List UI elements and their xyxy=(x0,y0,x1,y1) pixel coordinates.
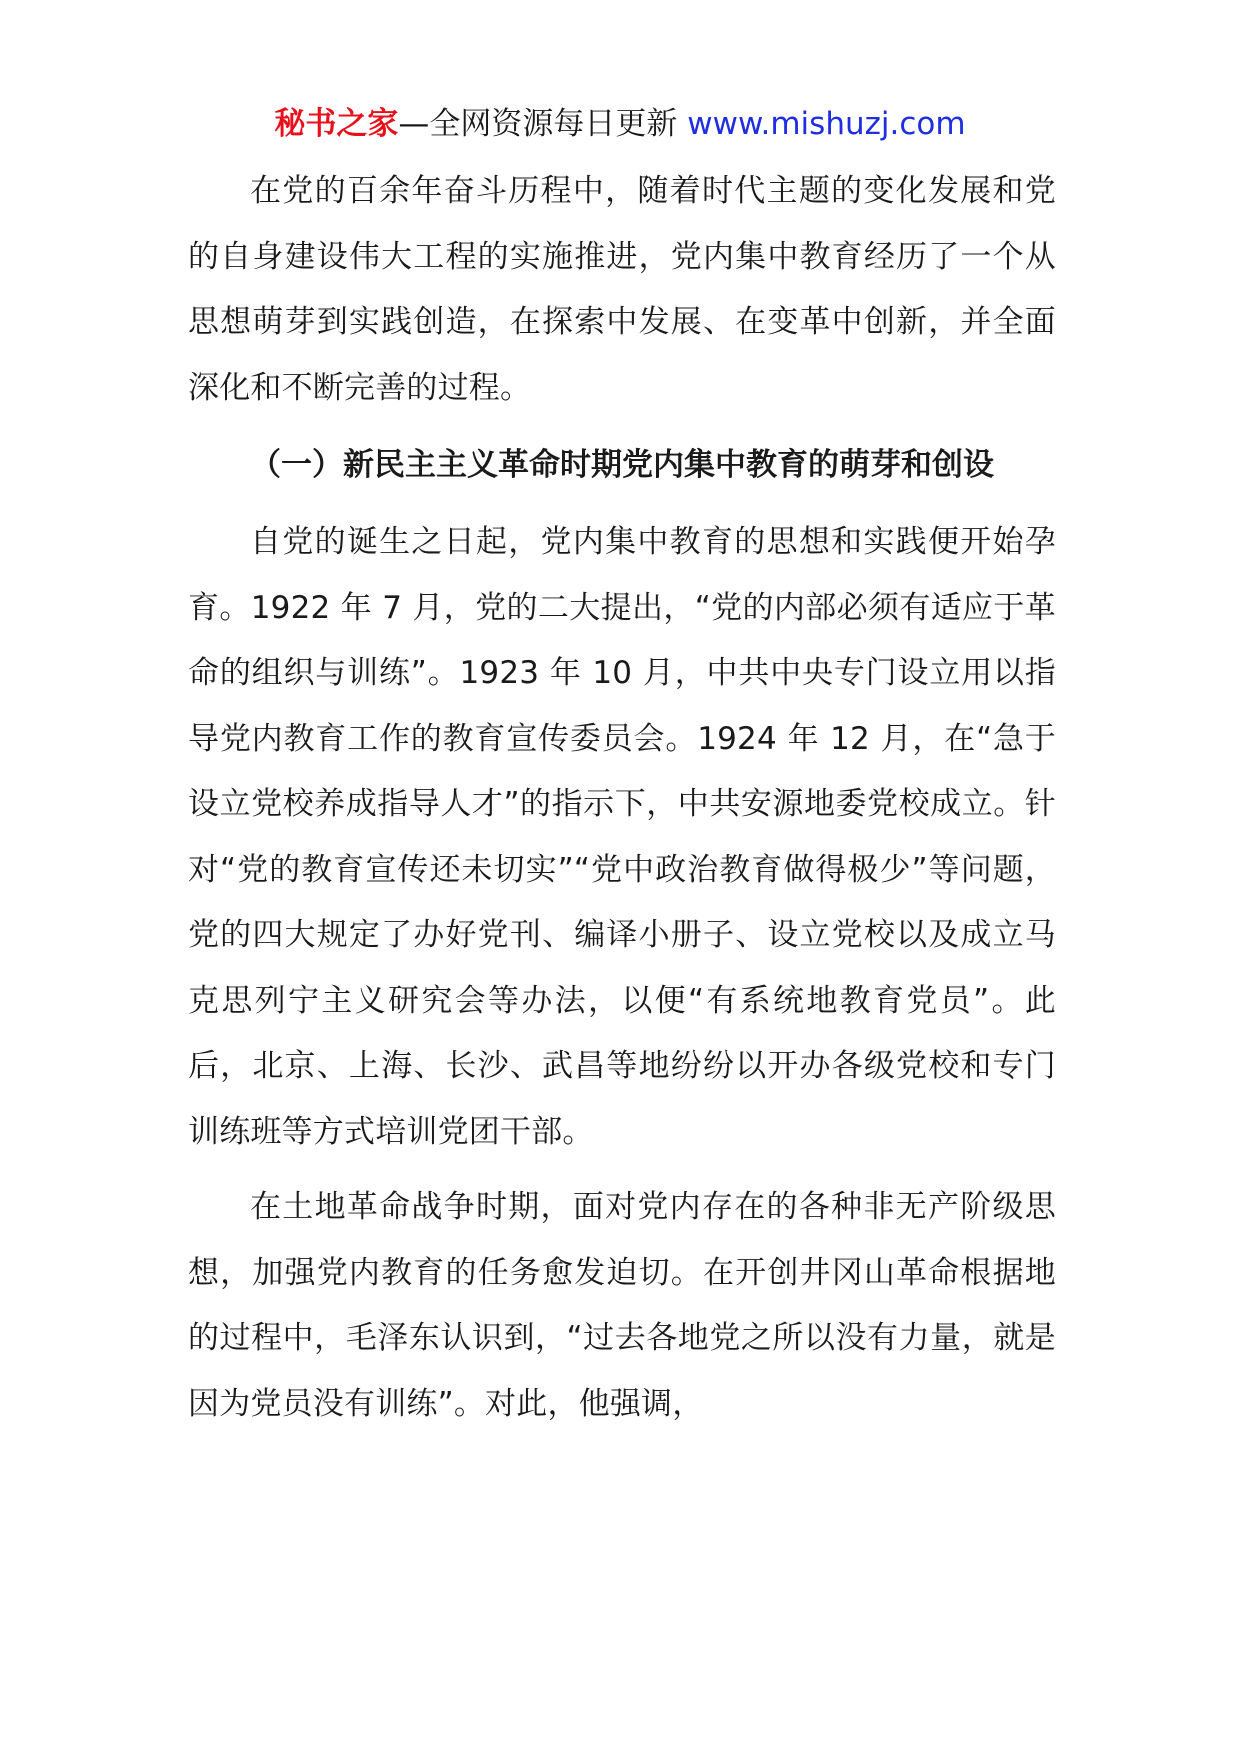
section-heading: （一）新民主主义革命时期党内集中教育的萌芽和创设 xyxy=(250,447,994,483)
site-url-link[interactable]: www.mishuzj.com xyxy=(687,106,966,142)
site-tagline: —全网资源每日更新 xyxy=(398,106,678,142)
document-body xyxy=(188,159,1056,1447)
site-name: 秘书之家 xyxy=(274,106,399,142)
page-header xyxy=(0,100,1240,148)
intro-paragraph: 在党的百余年奋斗历程中，随着时代主题的变化发展和党的自身建设伟大工程的实施推进，党内集中教育经历了一个从思想萌芽到实践创造，在探索中发展、在变革中创新，并全面深化和不断完善的过程。 xyxy=(188,173,1056,406)
body-paragraph: 自党的诞生之日起，党内集中教育的思想和实践便开始孕育。1922 年 7 月，党的二大提出，“党的内部必须有适应于革命的组织与训练”。1923 年 10 月，中共中央专门设立用以指导党内教育工作的教育宣传委员会。1924 年 12 月，在“急于设立党校养成指导人才”的指示下，中共安源地委党校成立。针对“党的教育宣传还未切实”“党中政治教育做得极少”等问题，党的四大规定了办好党刊、编译小册子、设立党校以及成立马克思列宁主义研究会等办法，以便“有系统地教育党员”。此后，北京、上海、长沙、武昌等地纷纷以开办各级党校和专门训练班等方式培训党团干部。 xyxy=(188,524,1056,1150)
body-paragraph: 在土地革命战争时期，面对党内存在的各种非无产阶级思想，加强党内教育的任务愈发迫切。在开创井冈山革命根据地的过程中，毛泽东认识到，“过去各地党之所以没有力量，就是因为党员没有训练”。对此，他强调， xyxy=(188,1189,1056,1422)
